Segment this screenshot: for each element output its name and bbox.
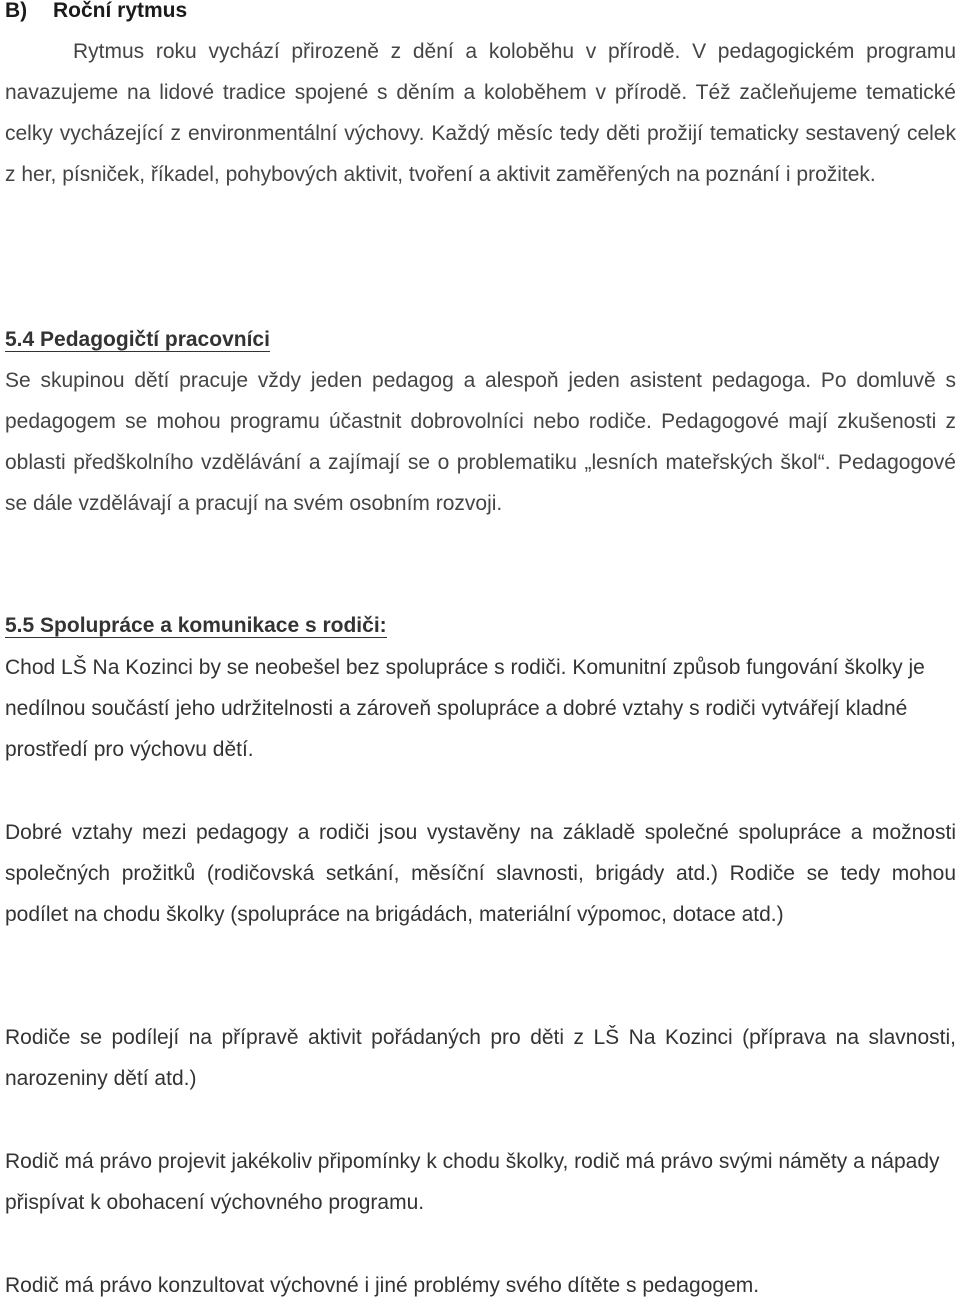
paragraph-annual-rhythm: Rytmus roku vychází přirozeně z dění a koloběhu v přírodě. V pedagogickém programu navazujeme na lidové tradice spojené s děním a koloběhem v přírodě. Též začleňujeme tematické celky vycházející z environmentální výchovy. Každý měsíc tedy děti prožijí tematicky sestavený celek z her, písniček, říkadel, pohybových aktivit, tvoření a aktivit zaměřených na poznání i prožitek. (5, 40, 956, 186)
section-title: Roční rytmus (53, 0, 188, 22)
section-label: B) (5, 0, 28, 22)
paragraph-cooperation-4: Rodič má právo projevit jakékoliv připomínky k chodu školky, rodič má právo svými náměty a nápady přispívat k obohacení výchovného programu. (5, 1150, 940, 1214)
paragraph-pedagogical-staff: Se skupinou dětí pracuje vždy jeden pedagog a alespoň jeden asistent pedagoga. Po domluvě s pedagogem se mohou programu účastnit dobrovolníci nebo rodiče. Pedagogové mají zkušenosti z oblasti předškolního vzdělávání a zajímají se o problematiku „lesních mateřských škol“. Pedagogové se dále vzdělávají a pracují na svém osobním rozvoji. (5, 369, 956, 515)
section-b-heading (5, 0, 956, 25)
paragraph-cooperation-5: Rodič má právo konzultovat výchovné i jiné problémy svého dítěte s pedagogem. (5, 1274, 760, 1297)
paragraph-cooperation-3: Rodiče se podílejí na přípravě aktivit pořádaných pro děti z LŠ Na Kozinci (příprava na slavnosti, narozeniny dětí atd.) (5, 1026, 956, 1090)
heading-parent-cooperation (5, 610, 956, 642)
paragraph-cooperation-1: Chod LŠ Na Kozinci by se neobešel bez spolupráce s rodiči. Komunitní způsob fungování školky je nedílnou součástí jeho udržitelnosti a zároveň spolupráce a dobré vztahy s rodiči vytvářejí kladné prostředí pro výchovu dětí. (5, 656, 925, 761)
heading-text: 5.5 Spolupráce a komunikace s rodiči: (5, 614, 387, 637)
heading-text: 5.4 Pedagogičtí pracovníci (5, 328, 270, 351)
paragraph-cooperation-2: Dobré vztahy mezi pedagogy a rodiči jsou vystavěny na základě společné spolupráce a možnosti společných prožitků (rodičovská setkání, měsíční slavnosti, brigády atd.) Rodiče se tedy mohou podílet na chodu školky (spolupráce na brigádách, materiální výpomoc, dotace atd.) (5, 821, 956, 926)
heading-pedagogical-staff (5, 324, 956, 356)
